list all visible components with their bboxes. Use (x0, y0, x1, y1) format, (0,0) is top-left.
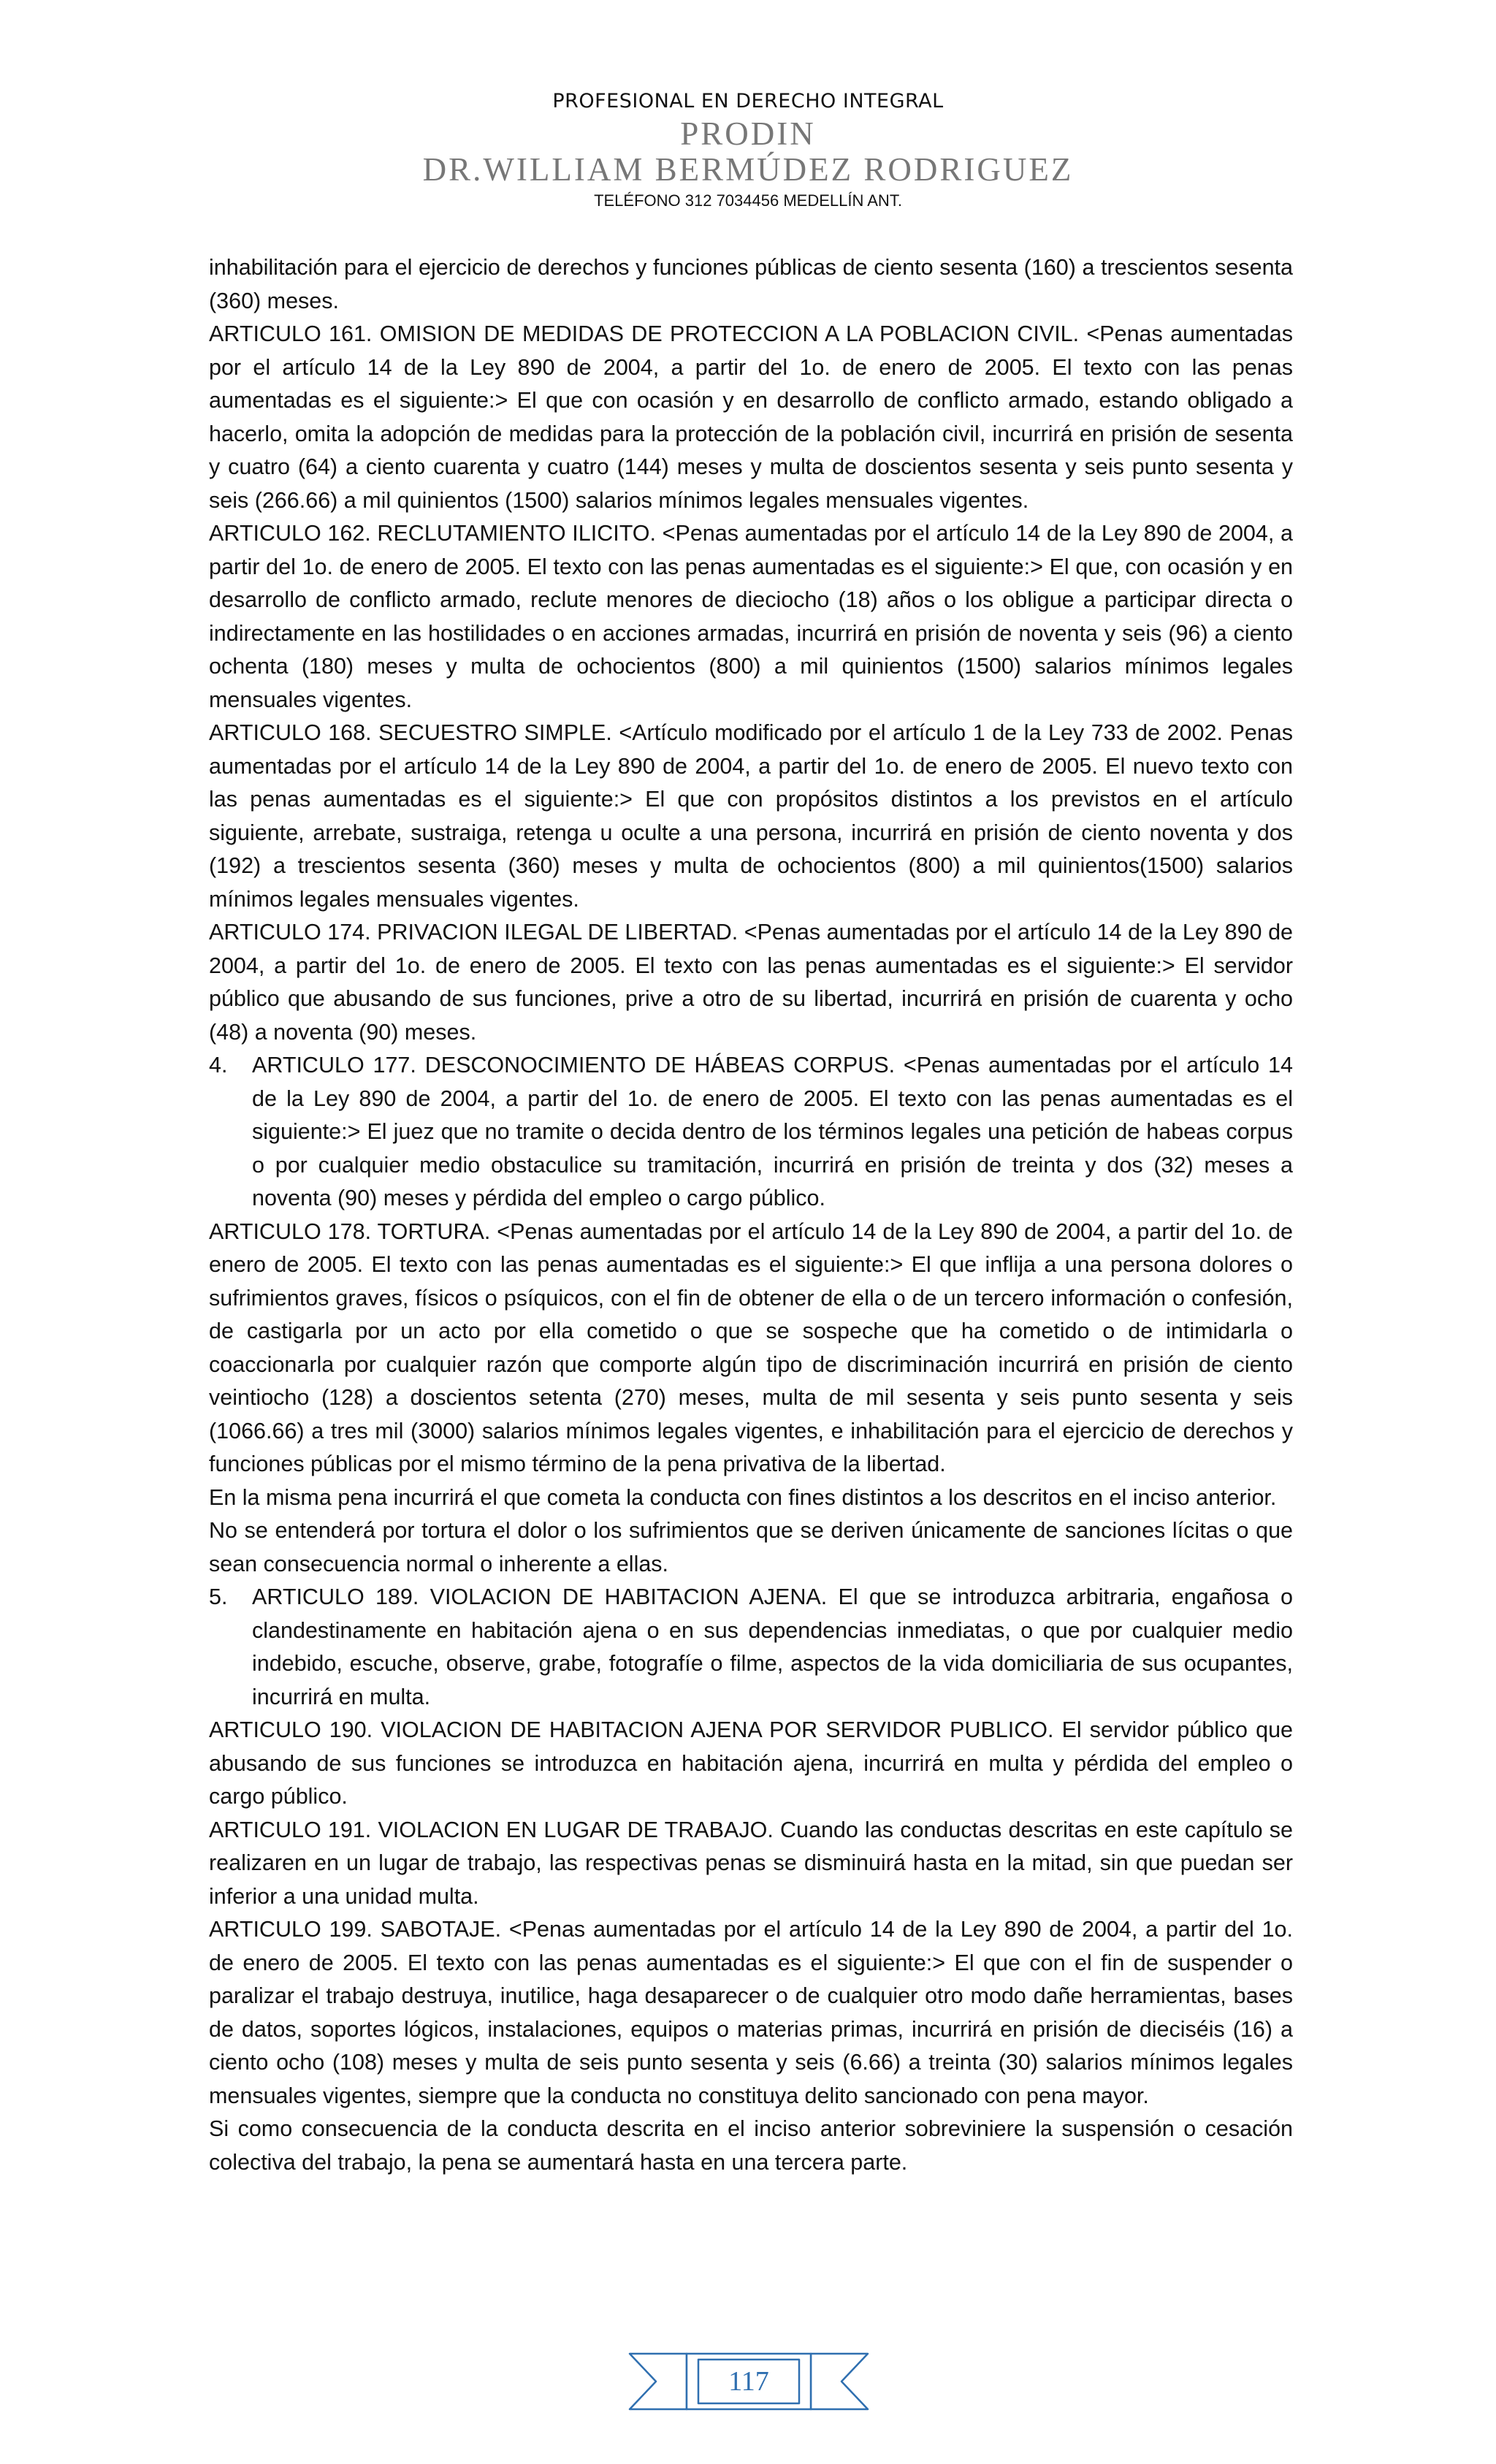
paragraph-article-190: ARTICULO 190. VIOLACION DE HABITACION AJENA POR SERVIDOR PUBLICO. El servidor público que abusando de sus funciones se introduzca en habitación ajena, incurrirá en multa y pérdida del empleo o cargo público. (209, 1717, 1293, 1809)
list-item-5 (209, 1581, 1293, 1714)
list-number: 4. (209, 1053, 228, 1077)
paragraph: Si como consecuencia de la conducta descrita en el inciso anterior sobreviniere la suspensión o cesación colectiva del trabajo, la pena se aumentará hasta en una tercera parte. (209, 2116, 1293, 2175)
header-brand: PRODIN (680, 115, 816, 152)
page-header (0, 86, 1496, 213)
paragraph-article-178: ARTICULO 178. TORTURA. <Penas aumentadas por el artículo 14 de la Ley 890 de 2004, a partir del 1o. de enero de 2005. El texto con las penas aumentadas es el siguiente:> El que inflija a una persona dolores o sufrimientos graves, físicos o psíquicos, con el fin de obtener de ella o de un tercero información o confesión, de castigarla por un acto por ella cometido o que se sospeche que ha cometido o de intimidarla o coaccionarla por cualquier razón que comporte algún tipo de discriminación incurrirá en prisión de ciento veintiocho (128) a doscientos setenta (270) meses, multa de mil sesenta y seis punto sesenta y seis (1066.66) a tres mil (3000) salarios mínimos legales vigentes, e inhabilitación para el ejercicio de derechos y funciones públicas por el mismo término de la pena privativa de la libertad. (209, 1218, 1293, 1476)
paragraph: En la misma pena incurrirá el que cometa la conducta con fines distintos a los descritos en el inciso anterior. (209, 1484, 1277, 1510)
paragraph-article-174: ARTICULO 174. PRIVACION ILEGAL DE LIBERTAD. <Penas aumentadas por el artículo 14 de la Ley 890 de 2004, a partir del 1o. de enero de 2005. El texto con las penas aumentadas es el siguiente:> El servidor público que abusando de sus funciones, prive a otro de su libertad, incurrirá en prisión de cuarenta y ocho (48) a noventa (90) meses. (209, 920, 1293, 1045)
header-profession: PROFESIONAL EN DERECHO INTEGRAL (552, 90, 944, 112)
paragraph-article-199: ARTICULO 199. SABOTAJE. <Penas aumentadas por el artículo 14 de la Ley 890 de 2004, a partir del 1o. de enero de 2005. El texto con las penas aumentadas es el siguiente:> El que con el fin de suspender o paralizar el trabajo destruya, inutilice, haga desaparecer o de cualquier otro modo dañe herramientas, bases de datos, soportes lógicos, instalaciones, equipos o materias primas, incurrirá en prisión de dieciséis (16) a ciento ocho (108) meses y multa de seis punto sesenta y seis (6.66) a treinta (30) salarios mínimos legales mensuales vigentes, siempre que la conducta no constituya delito sancionado con pena mayor. (209, 1917, 1293, 2108)
list-item-text: ARTICULO 189. VIOLACION DE HABITACION AJENA. El que se introduzca arbitraria, engañosa o clandestinamente en habitación ajena o en sus dependencias inmediatas, o que por cualquier medio indebido, escuche, observe, grabe, fotografíe o filme, aspectos de la vida domiciliaria de sus ocupantes, incurrirá en multa. (252, 1584, 1293, 1709)
header-name: DR.WILLIAM BERMÚDEZ RODRIGUEZ (422, 151, 1074, 188)
paragraph-article-162: ARTICULO 162. RECLUTAMIENTO ILICITO. <Penas aumentadas por el artículo 14 de la Ley 890 de 2004, a partir del 1o. de enero de 2005. El texto con las penas aumentadas es el siguiente:> El que, con ocasión y en desarrollo de conflicto armado, reclute menores de dieciocho (18) años o los obligue a participar directa o indirectamente en las hostilidades o en acciones armadas, incurrirá en prisión de noventa y seis (96) a ciento ochenta (180) meses y multa de ochocientos (800) a mil quinientos (1500) salarios mínimos legales mensuales vigentes. (209, 521, 1293, 712)
paragraph-article-168: ARTICULO 168. SECUESTRO SIMPLE. <Artículo modificado por el artículo 1 de la Ley 733 de 2002. Penas aumentadas por el artículo 14 de la Ley 890 de 2004, a partir del 1o. de enero de 2005. El nuevo texto con las penas aumentadas es el siguiente:> El que con propósitos distintos a los previstos en el artículo siguiente, arrebate, sustraiga, retenga u oculte a una persona, incurrirá en prisión de ciento noventa y dos (192) a trescientos sesenta (360) meses y multa de ochocientos (800) a mil quinientos(1500) salarios mínimos legales mensuales vigentes. (209, 720, 1293, 912)
paragraph-article-161: ARTICULO 161. OMISION DE MEDIDAS DE PROTECCION A LA POBLACION CIVIL. <Penas aumentadas por el artículo 14 de la Ley 890 de 2004, a partir del 1o. de enero de 2005. El texto con las penas aumentadas es el siguiente:> El que con ocasión y en desarrollo de conflicto armado, estando obligado a hacerlo, omita la adopción de medidas para la protección de la población civil, incurrirá en prisión de sesenta y cuatro (64) a ciento cuarenta y cuatro (144) meses y multa de doscientos sesenta y seis punto sesenta y seis (266.66) a mil quinientos (1500) salarios mínimos legales mensuales vigentes. (209, 321, 1293, 513)
header-contact: TELÉFONO 312 7034456 MEDELLÍN ANT. (594, 191, 902, 210)
list-number: 5. (209, 1584, 228, 1609)
list-item-4 (209, 1049, 1293, 1216)
list-item-text: ARTICULO 177. DESCONOCIMIENTO DE HÁBEAS CORPUS. <Penas aumentadas por el artículo 14 de la Ley 890 de 2004, a partir del 1o. de enero de 2005. El texto con las penas aumentadas es el siguiente:> El juez que no tramite o decida dentro de los términos legales una petición de habeas corpus o por cualquier medio obstaculice su tramitación, incurrirá en prisión de treinta y dos (32) meses a noventa (90) meses y pérdida del empleo o cargo público. (252, 1053, 1293, 1210)
paragraph: inhabilitación para el ejercicio de derechos y funciones públicas de ciento sesenta (160) a trescientos sesenta (360) meses. (209, 255, 1293, 313)
document-body (209, 251, 1293, 2179)
page-number-ribbon (628, 2345, 869, 2418)
page-number: 117 (728, 2366, 769, 2397)
paragraph-article-191: ARTICULO 191. VIOLACION EN LUGAR DE TRABAJO. Cuando las conductas descritas en este capítulo se realizaren en un lugar de trabajo, las respectivas penas se disminuirá hasta en la mitad, sin que puedan ser inferior a una unidad multa. (209, 1817, 1293, 1909)
paragraph: No se entenderá por tortura el dolor o los sufrimientos que se deriven únicamente de sanciones lícitas o que sean consecuencia normal o inherente a ellas. (209, 1518, 1293, 1576)
